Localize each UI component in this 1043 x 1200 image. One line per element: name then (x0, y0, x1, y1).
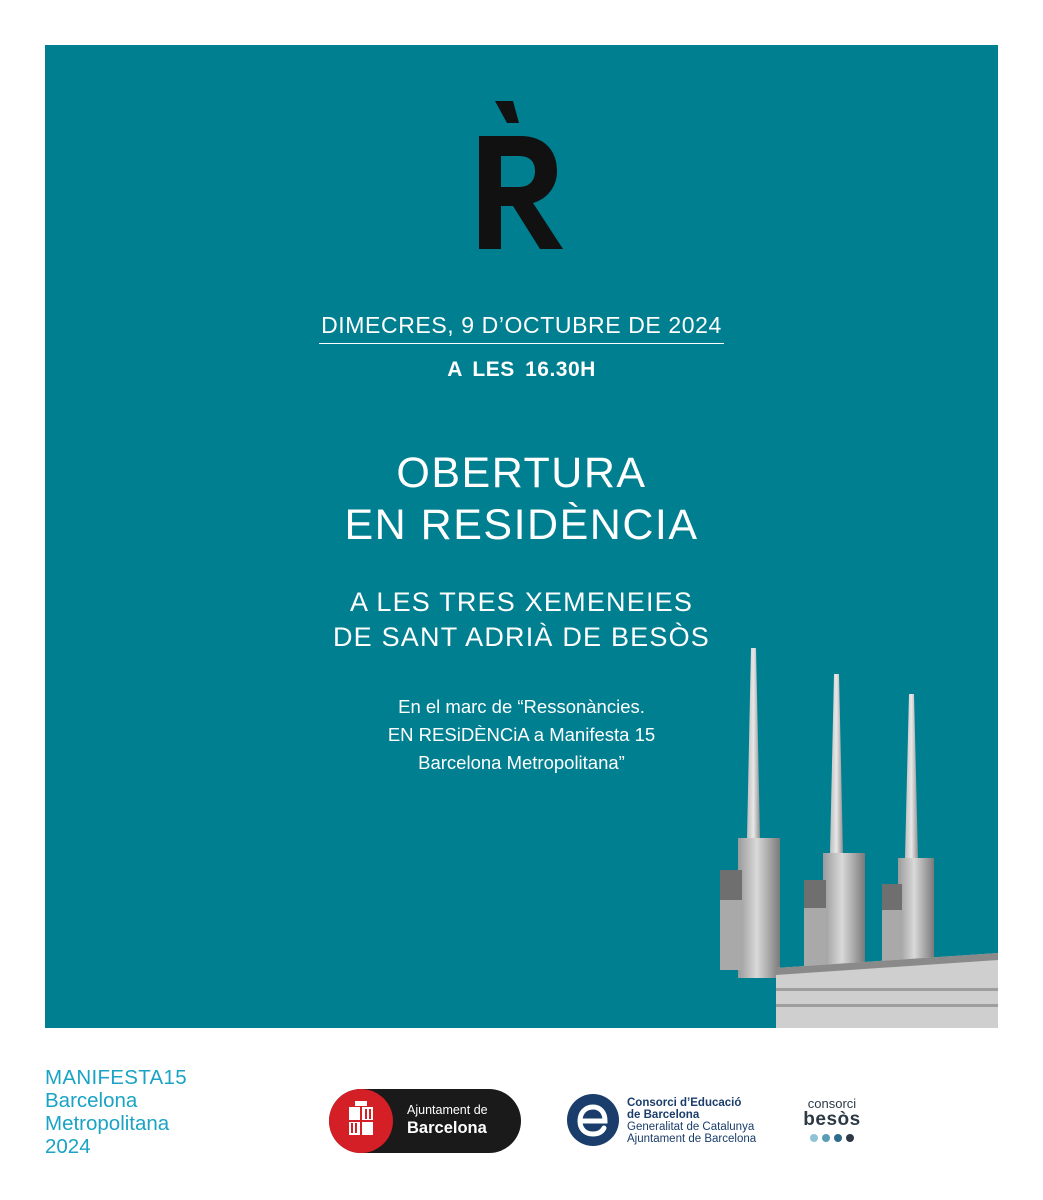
barcelona-seal-icon (329, 1089, 393, 1153)
event-time: A LES 16.30H (447, 358, 596, 381)
ceb-line-1: Consorci d’Educació (627, 1097, 742, 1109)
dot-icon (822, 1134, 830, 1142)
manifesta-line-3: Metropolitana (45, 1112, 170, 1135)
dot-icon (846, 1134, 854, 1142)
consorci-educacio-e-icon (567, 1094, 619, 1146)
note-line-1: En el marc de “Ressonàncies. (398, 696, 645, 717)
ajuntament-line-1: Ajuntament de (407, 1103, 488, 1117)
event-title (45, 447, 998, 551)
title-line-1: OBERTURA (396, 449, 647, 497)
title-line-2: EN RESIDÈNCIA (344, 501, 699, 549)
r-accent-logo (475, 101, 565, 251)
dot-icon (834, 1134, 842, 1142)
ceb-line-3: Generalitat de Catalunya (627, 1121, 755, 1133)
besos-line-1: consorci (807, 1096, 857, 1111)
location-line-2: DE SANT ADRIÀ DE BESÒS (332, 622, 710, 652)
event-date: DIMECRES, 9 D’OCTUBRE DE 2024 (45, 312, 998, 344)
note-line-2: EN RESiDÈNCiA a Manifesta 15 (387, 724, 656, 745)
ajuntament-barcelona-logo (329, 1089, 521, 1153)
location-line-1: A LES TRES XEMENEIES (349, 587, 694, 617)
consorci-besos-logo (797, 1096, 867, 1142)
ajuntament-line-2: Barcelona (407, 1119, 487, 1137)
dot-icon (810, 1134, 818, 1142)
besos-dots (797, 1134, 867, 1142)
manifesta-line-2: Barcelona (45, 1089, 138, 1112)
three-chimneys-image (698, 648, 998, 1028)
ceb-line-4: Ajuntament de Barcelona (627, 1133, 757, 1145)
ceb-line-2: de Barcelona (627, 1109, 700, 1121)
consorci-educacio-text (627, 1097, 756, 1145)
manifesta-logo (45, 1066, 187, 1158)
event-poster (45, 45, 998, 1028)
manifesta-line-4: 2024 (45, 1135, 91, 1158)
manifesta-brand: MANIFESTA15 (45, 1066, 187, 1089)
note-line-3: Barcelona Metropolitana” (418, 752, 625, 773)
besos-line-2: besòs (803, 1109, 861, 1130)
event-location (45, 585, 998, 655)
